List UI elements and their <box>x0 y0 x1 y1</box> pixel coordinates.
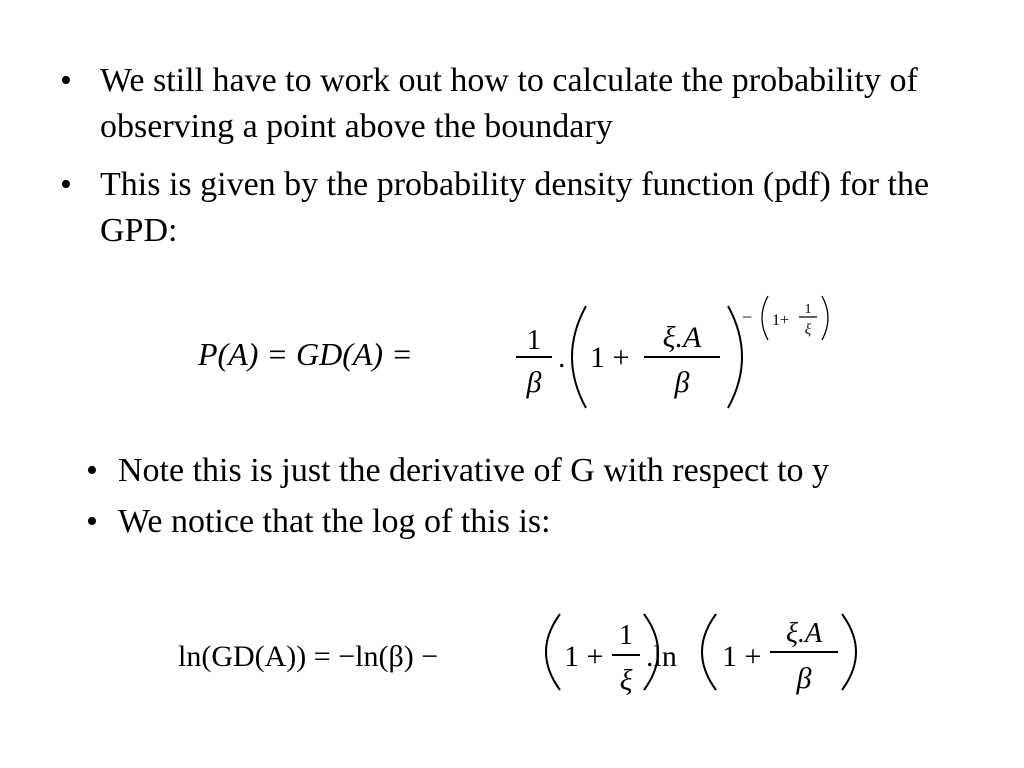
formula1-coef-num: 1 <box>527 325 541 356</box>
formula1-dot: . <box>558 341 566 374</box>
formula1-coef-den: β <box>526 366 542 399</box>
formula2-one-plus-b: 1 + <box>722 640 762 673</box>
formula1-inner-one-plus: 1 + <box>590 341 630 374</box>
formula2-left-paren-a <box>546 614 560 690</box>
bullet-text: Note this is just the derivative of G with respect to y <box>118 452 830 489</box>
formula1-exp-num: 1 <box>804 302 812 317</box>
bullet-text: This is given by the probability density function (pdf) for the GPD: <box>100 166 930 249</box>
bullet-marker: • <box>60 166 72 203</box>
bullet-marker: • <box>60 62 72 99</box>
formula2-frac2-den: β <box>796 662 812 695</box>
formula1-inner-den: β <box>674 366 690 399</box>
formula1-inner-num: ξ.A <box>662 321 702 354</box>
formula2-frac-num: 1 <box>619 620 633 651</box>
formula2-frac-den: ξ <box>619 664 633 697</box>
formula1-exp-one-plus: 1+ <box>772 312 790 329</box>
formula2-right-paren-b <box>842 614 856 690</box>
bullet-marker: • <box>86 452 98 489</box>
formula2-mid: .ln <box>646 640 677 673</box>
formula1-lhs: P(A) = GD(A) = <box>198 336 413 372</box>
bullet-text: We notice that the log of this is: <box>118 503 551 540</box>
bullet-text: We still have to work out how to calculate the probability of observing a point above the boundary <box>100 62 918 145</box>
formula1-exp-den: ξ <box>804 322 812 338</box>
formula2-frac2-num: ξ.A <box>785 618 823 649</box>
formula2-lhs: ln(GD(A)) = −ln(β) − <box>178 640 439 673</box>
bullet-marker: • <box>86 503 98 540</box>
formula2-one-plus-a: 1 + <box>564 640 604 673</box>
formula2-left-paren-b <box>702 614 716 690</box>
formula1-exp-minus: − <box>742 307 753 327</box>
